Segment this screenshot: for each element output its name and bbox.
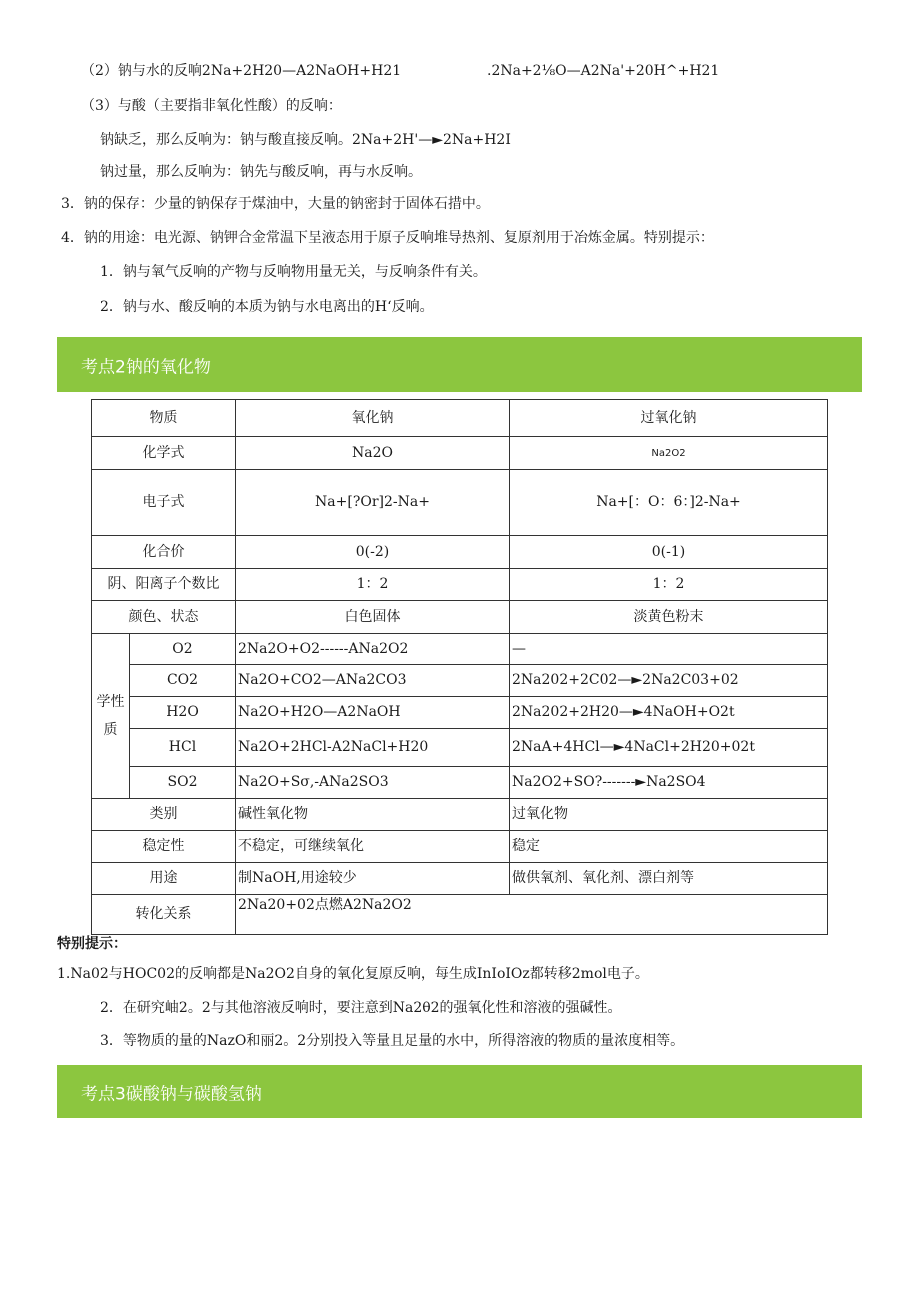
table-row	[92, 799, 828, 831]
table-row	[92, 634, 828, 665]
conversion-label: 转化关系	[92, 895, 236, 935]
stability-na2o: 不稳定，可继续氧化	[236, 831, 510, 863]
table-row	[92, 863, 828, 895]
usage-na2o2: 做供氧剂、氧化剂、漂白剂等	[510, 863, 828, 895]
electron-label: 电子式	[92, 470, 236, 536]
sodium-oxides-table	[91, 399, 828, 935]
usage-label: 用途	[92, 863, 236, 895]
reaction-na2o2-co2: 2Na202+2C02—►2Na2C03+02	[510, 665, 828, 697]
ion-ratio-na2o2: 1：2	[510, 569, 828, 601]
reaction-na2o2-hcl: 2NaA+4HCl—►4NaCl+2H20+02t	[510, 729, 828, 767]
reaction-na2o2-h2o: 2Na202+2H20—►4NaOH+O2t	[510, 697, 828, 729]
reaction-na2o-o2: 2Na2O+O2------ANa2O2	[236, 634, 510, 665]
conversion-value: 2Na20+02点燃A2Na2O2	[236, 895, 828, 935]
ion-ratio-label: 阴、阳离子个数比	[92, 569, 236, 601]
table-row	[92, 569, 828, 601]
special-tip-1: 1.Na02与HOC02的反响都是Na2O2自身的氧化复原反响，每生成InIoIOz都转移2mol电子。	[57, 966, 649, 982]
header-na2o: 氧化钠	[236, 400, 510, 437]
reaction-na2o-so2: Na2O+Sσ,-ANa2SO3	[236, 767, 510, 799]
category-na2o2: 过氧化物	[510, 799, 828, 831]
usage-na2o: 制NaOH,用途较少	[236, 863, 510, 895]
reaction-na2o2-o2: —	[510, 634, 828, 665]
table-row	[92, 536, 828, 569]
valence-na2o2: 0(-1)	[510, 536, 828, 569]
stability-label: 稳定性	[92, 831, 236, 863]
ion-ratio-na2o: 1：2	[236, 569, 510, 601]
water-reaction-label: （2）钠与水的反响	[81, 63, 202, 79]
table-row	[92, 895, 828, 935]
section-title-2: 考点2钠的氧化物	[81, 357, 211, 377]
table-row	[92, 697, 828, 729]
table-row	[92, 400, 828, 437]
electron-na2o2: Na+[：O：6：]2-Na+	[510, 470, 828, 536]
sodium-lack-text: 钠缺乏，那么反响为：钠与酸直接反响。2Na+2H'—►2Na+H2I	[100, 132, 511, 148]
special-tip-2: 2．在研究岫2。2与其他溶液反响时，要注意到Na2θ2的强氧化性和溶液的强碱性。	[100, 1000, 622, 1016]
table-row	[92, 767, 828, 799]
electron-na2o: Na+[?Or]2-Na+	[236, 470, 510, 536]
reaction-na2o-hcl: Na2O+2HCl-A2NaCl+H20	[236, 729, 510, 767]
reaction-na2o-h2o: Na2O+H2O—A2NaOH	[236, 697, 510, 729]
table-row	[92, 437, 828, 470]
formula-na2o: Na2O	[236, 437, 510, 470]
reagent-h2o: H2O	[130, 697, 236, 729]
uses-text: 4．钠的用途：电光源、钠钾合金常温下呈液态用于原子反响堆导热剂、复原剂用于冶炼金属。特别提示：	[61, 230, 714, 246]
table-row	[92, 831, 828, 863]
chem-props-label-1: 学性	[96, 694, 125, 710]
chem-props-label-2: 质	[103, 722, 118, 738]
reaction-na2o-co2: Na2O+CO2—ANa2CO3	[236, 665, 510, 697]
table-row	[92, 665, 828, 697]
storage-text: 3．钠的保存：少量的钠保存于煤油中，大量的钠密封于固体石措中。	[61, 196, 490, 212]
color-state-na2o: 白色固体	[236, 601, 510, 634]
formula-na2o2: Na2O2	[510, 437, 828, 470]
category-label: 类别	[92, 799, 236, 831]
table-row	[92, 729, 828, 767]
section-banner-3	[57, 1065, 862, 1118]
water-reaction-line	[81, 62, 401, 80]
category-na2o: 碱性氧化物	[236, 799, 510, 831]
color-state-na2o2: 淡黄色粉末	[510, 601, 828, 634]
special-tip-3: 3．等物质的量的NazO和丽2。2分别投入等量且足量的水中，所得溶液的物质的量浓度相等。	[100, 1033, 685, 1049]
water-equation-2: .2Na+2⅛O—A2Na'+20H^+H21	[487, 63, 720, 79]
section-banner-2	[57, 337, 862, 392]
reagent-o2: O2	[130, 634, 236, 665]
reagent-hcl: HCl	[130, 729, 236, 767]
color-state-label: 颜色、状态	[92, 601, 236, 634]
reagent-so2: SO2	[130, 767, 236, 799]
valence-label: 化合价	[92, 536, 236, 569]
header-substance: 物质	[92, 400, 236, 437]
acid-heading: （3）与酸（主要指非氧化性酸）的反响：	[81, 98, 342, 114]
valence-na2o: 0(-2)	[236, 536, 510, 569]
table-row	[92, 601, 828, 634]
special-tips-heading: 特别提示：	[57, 936, 127, 952]
section-title-3: 考点3碳酸钠与碳酸氢钠	[81, 1084, 262, 1104]
header-na2o2: 过氧化钠	[510, 400, 828, 437]
stability-na2o2: 稳定	[510, 831, 828, 863]
reagent-co2: CO2	[130, 665, 236, 697]
reaction-na2o2-so2: Na2O2+SO?-------►Na2SO4	[510, 767, 828, 799]
tip-water-acid: 2．钠与水、酸反响的本质为钠与水电离出的H‘反响。	[100, 299, 434, 315]
water-equation-1: 2Na+2H20—A2NaOH+H21	[201, 63, 402, 79]
tip-oxygen: 1．钠与氧气反响的产物与反响物用量无关，与反响条件有关。	[100, 264, 487, 280]
chem-props-label	[92, 634, 130, 799]
table-row	[92, 470, 828, 536]
sodium-excess-text: 钠过量，那么反响为：钠先与酸反响，再与水反响。	[100, 164, 422, 180]
formula-label: 化学式	[92, 437, 236, 470]
